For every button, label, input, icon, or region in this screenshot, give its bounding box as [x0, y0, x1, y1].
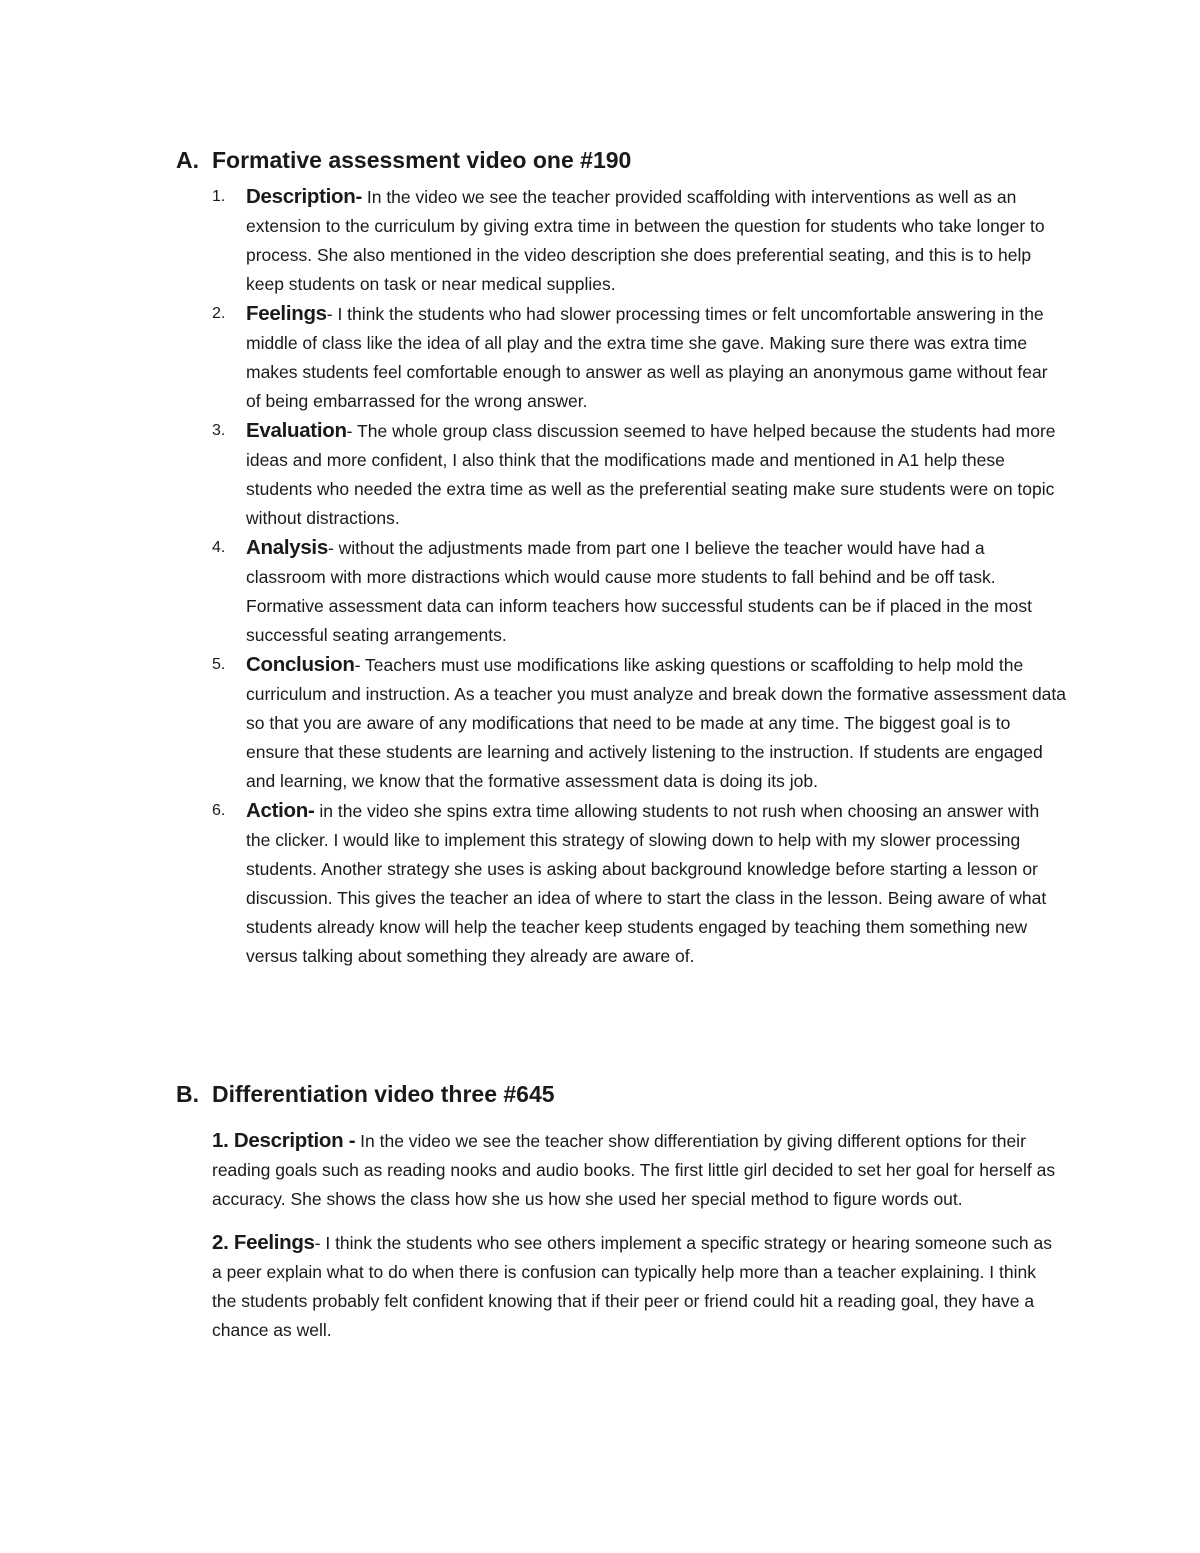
list-item-conclusion — [176, 650, 1066, 796]
section-a — [176, 143, 1076, 971]
section-b — [176, 1077, 1076, 1345]
section-a-heading — [176, 143, 1076, 177]
item-term: Analysis — [246, 536, 328, 559]
paragraph-text: In the video we see the teacher show differentiation by giving different options for their reading goals such as reading nooks and audio books. The first little girl decided to set her goal for herself as accuracy. She shows the class how she us how she used her special method to figure words out. — [212, 1131, 1056, 1209]
item-text: - without the adjustments made from part one I believe the teacher would have had a classroom with more distractions which would cause more students to fall behind and be off task. Formative assessment data can inform teachers how successful students can be if placed in the most successful seating arrangements. — [246, 538, 1032, 645]
item-text: - Teachers must use modifications like asking questions or scaffolding to help mold the curriculum and instruction. As a teacher you must analyze and break down the formative assessment data so that you are aware of any modifications that need to be made at any time. The biggest goal is to ensure that these students are learning and actively listening to the instruction. If students are engaged and learning, we know that the formative assessment data is doing its job. — [246, 655, 1067, 791]
paragraph-term: 1. Description - — [212, 1129, 356, 1152]
item-text: - I think the students who had slower processing times or felt uncomfortable answering in the middle of class like the idea of all play and the extra time she gave. Making sure there was extra time makes students feel comfortable enough to answer as well as playing an anonymous game without fear of being embarrassed for the wrong answer. — [246, 304, 1048, 411]
item-text: in the video she spins extra time allowing students to not rush when choosing an answer with the clicker. I would like to implement this strategy of slowing down to help with my slower processing students. Another strategy she uses is asking about background knowledge before starting a lesson or discussion. This gives the teacher an idea of where to start the class in the lesson. Being aware of what students already know will help the teacher keep students engaged by teaching them something new versus talking about something they already are aware of. — [246, 801, 1047, 966]
section-a-letter: A. — [176, 147, 199, 173]
section-b-paragraph-feelings — [212, 1228, 1062, 1345]
item-number: 2. — [212, 305, 226, 322]
section-b-letter: B. — [176, 1081, 199, 1107]
item-number: 1. — [212, 188, 226, 205]
item-number: 5. — [212, 656, 226, 673]
list-item-analysis — [176, 533, 1066, 650]
section-b-paragraph-description — [212, 1126, 1062, 1214]
item-term: Conclusion — [246, 653, 355, 676]
paragraph-term: 2. Feelings — [212, 1231, 315, 1254]
list-item-action — [176, 796, 1066, 971]
list-item-description — [176, 182, 1066, 299]
item-term: Description- — [246, 185, 362, 208]
item-text: In the video we see the teacher provided scaffolding with interventions as well as an extension to the curriculum by giving extra time in between the question for students who take longer to process. She also mentioned in the video description she does preferential seating, and this is to help keep students on task or near medical supplies. — [246, 187, 1045, 294]
item-term: Evaluation — [246, 419, 347, 442]
item-text: - The whole group class discussion seemed to have helped because the students had more ideas and more confident, I also think that the modifications made and mentioned in A1 help these students who needed the extra time as well as the preferential seating make sure students were on topic without distractions. — [246, 421, 1056, 528]
section-b-title: Differentiation video three #645 — [212, 1081, 555, 1107]
item-number: 6. — [212, 802, 226, 819]
item-number: 3. — [212, 422, 226, 439]
list-item-feelings — [176, 299, 1066, 416]
section-b-heading — [176, 1077, 1076, 1111]
item-term: Feelings — [246, 302, 327, 325]
item-term: Action- — [246, 799, 315, 822]
item-number: 4. — [212, 539, 226, 556]
list-item-evaluation — [176, 416, 1066, 533]
section-a-list — [176, 182, 1076, 971]
paragraph-text: - I think the students who see others implement a specific strategy or hearing someone such as a peer explain what to do when there is confusion can typically help more than a teacher explaining. I think the students probably felt confident knowing that if their peer or friend could hit a reading goal, they have a chance as well. — [212, 1233, 1052, 1340]
section-a-title: Formative assessment video one #190 — [212, 147, 632, 173]
